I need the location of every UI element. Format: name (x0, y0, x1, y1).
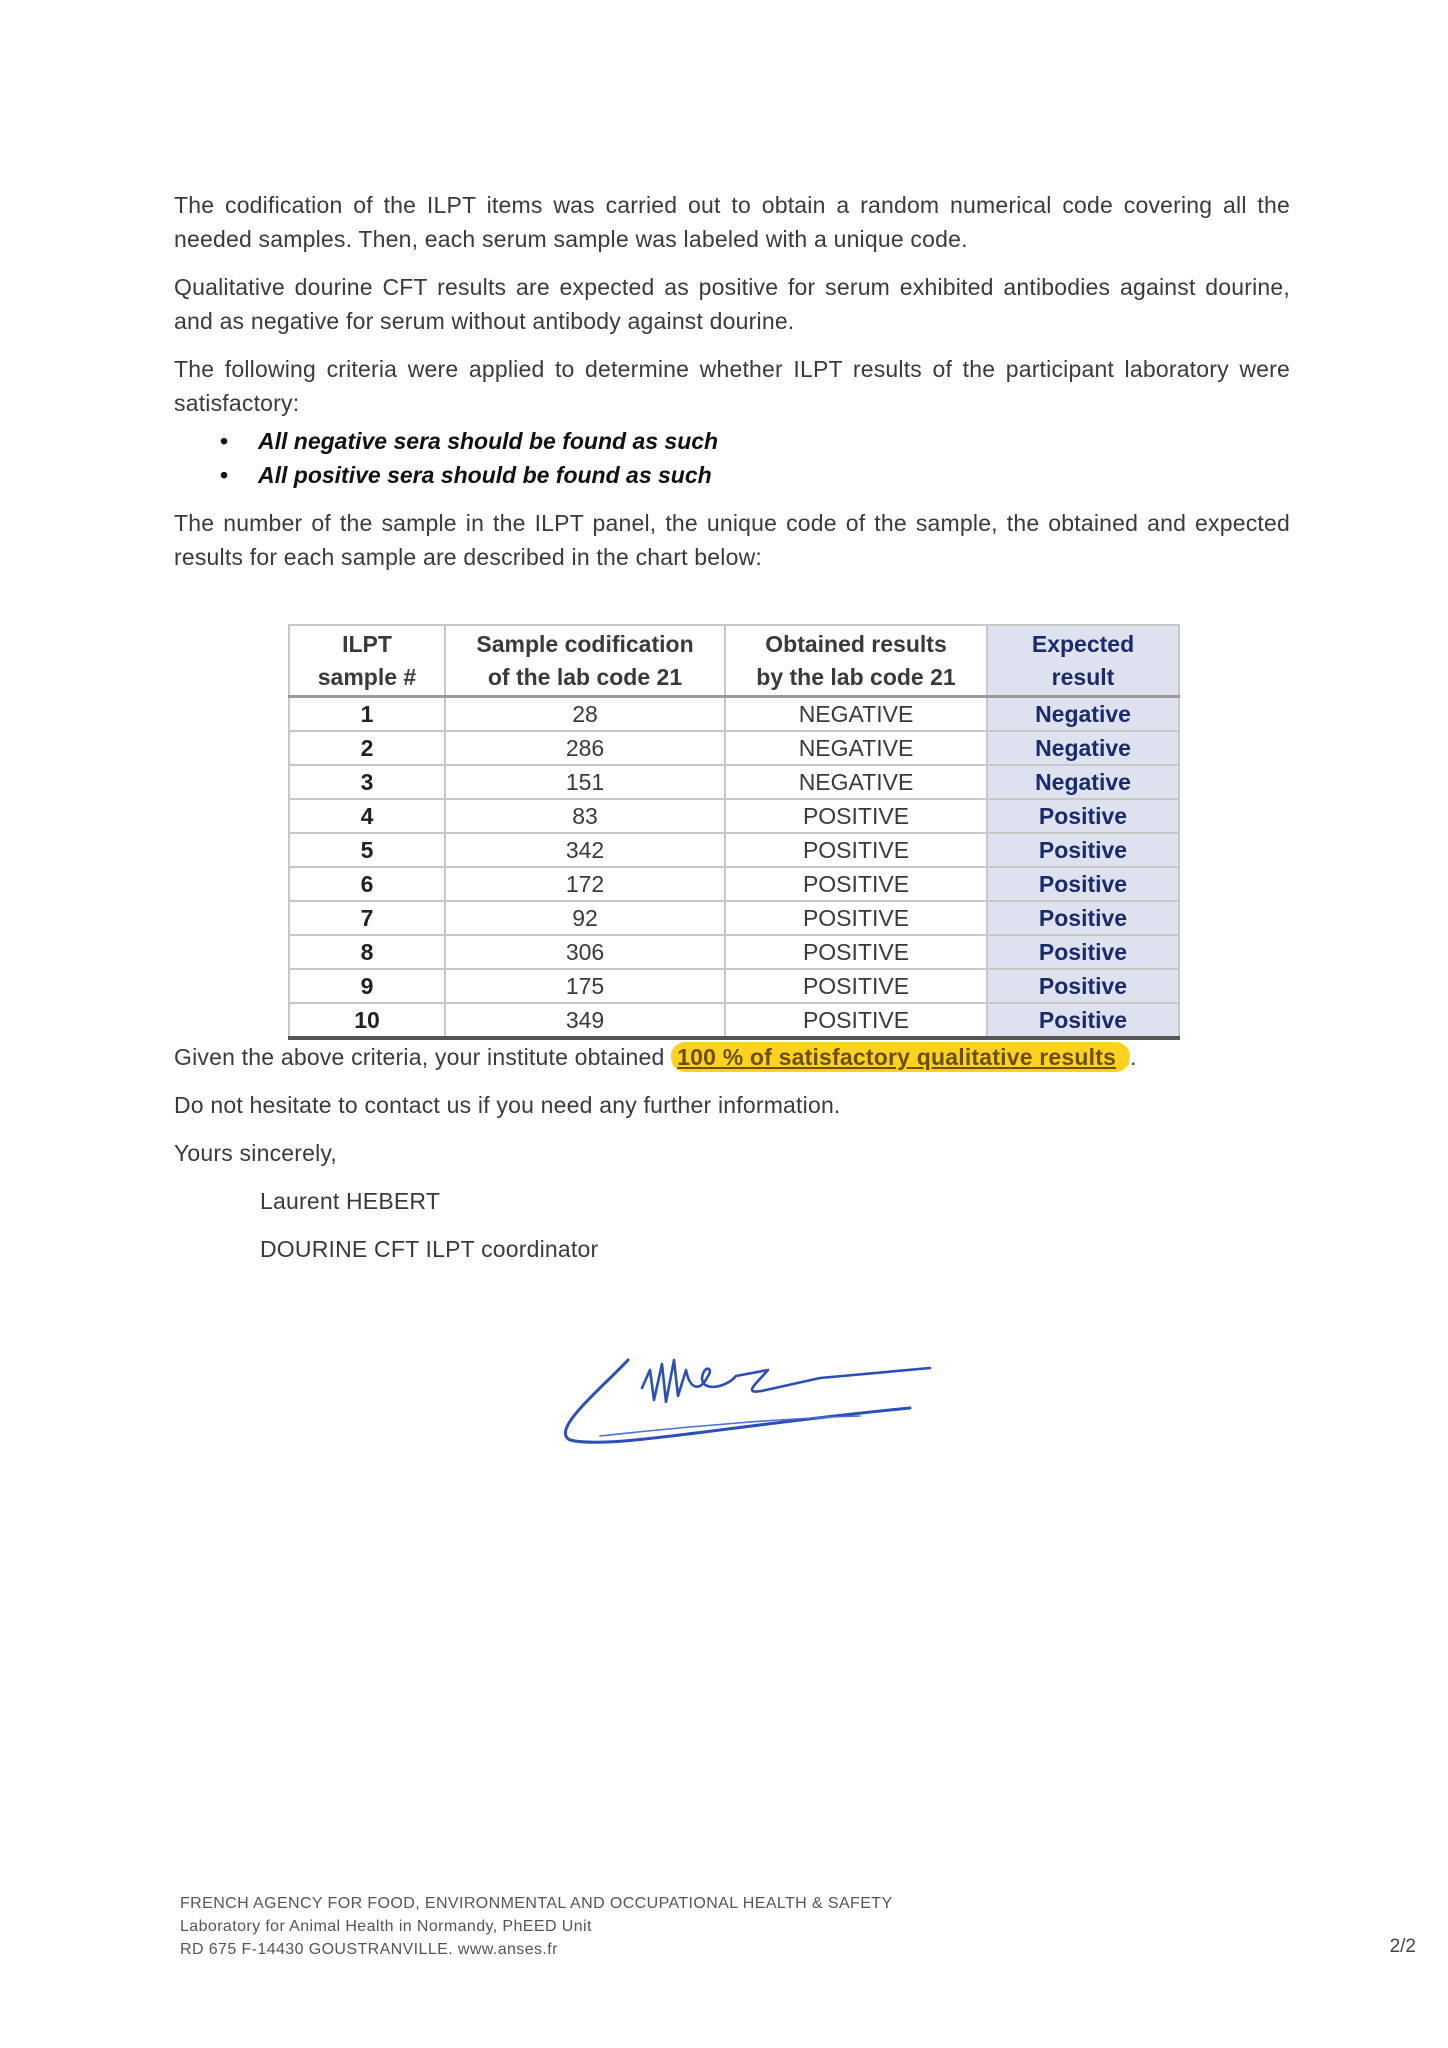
header-sample-codification: Sample codification of the lab code 21 (445, 625, 725, 697)
contact-paragraph: Do not hesitate to contact us if you need any further information. (174, 1092, 841, 1118)
footer-address: RD 675 F-14430 GOUSTRANVILLE. www.anses.fr (180, 1941, 558, 1958)
table-row: 2 286 NEGATIVE Negative (289, 731, 1179, 765)
table-row: 3 151 NEGATIVE Negative (289, 765, 1179, 799)
closing-salutation: Yours sincerely, (174, 1140, 337, 1166)
footer-laboratory: Laboratory for Animal Health in Normandy, PhEED Unit (180, 1918, 592, 1935)
table-row: 1 28 NEGATIVE Negative (289, 697, 1179, 732)
criteria-list (174, 424, 1290, 492)
page-number: 2/2 (1389, 1936, 1416, 1957)
bullet-icon: • (220, 428, 229, 454)
bullet-icon: • (220, 462, 229, 488)
table-row: 5 342 POSITIVE Positive (289, 833, 1179, 867)
table-row: 8 306 POSITIVE Positive (289, 935, 1179, 969)
header-expected-result: Expected result (987, 625, 1179, 697)
paragraph-codification: The codification of the ILPT items was carried out to obtain a random numerical code covering all the needed samples. Then, each serum sample was labeled with a unique code. (174, 192, 1290, 252)
header-obtained-results: Obtained results by the lab code 21 (725, 625, 987, 697)
paragraph-criteria-intro: The following criteria were applied to determine whether ILPT results of the participant laboratory were satisfactory: (174, 356, 1290, 416)
footer (180, 1892, 893, 1961)
signatory-name: Laurent HEBERT (260, 1188, 441, 1214)
handwritten-signature (530, 1330, 960, 1480)
letter-body (174, 188, 1290, 1280)
table-row: 9 175 POSITIVE Positive (289, 969, 1179, 1003)
table-header-row (289, 625, 1179, 697)
table-row: 7 92 POSITIVE Positive (289, 901, 1179, 935)
table-row: 6 172 POSITIVE Positive (289, 867, 1179, 901)
header-ilpt-sample: ILPT sample # (289, 625, 445, 697)
conclusion-paragraph: Given the above criteria, your institute obtained 100 % of satisfactory qualitative results . (174, 1044, 1137, 1070)
signatory-title: DOURINE CFT ILPT coordinator (260, 1236, 599, 1262)
signature-stroke (565, 1360, 910, 1442)
paragraph-expected-results: Qualitative dourine CFT results are expected as positive for serum exhibited antibodies against dourine, and as negative for serum without antibody against dourine. (174, 274, 1290, 334)
table-row: 10 349 POSITIVE Positive (289, 1003, 1179, 1038)
criteria-item: • All positive sera should be found as such (258, 458, 1290, 492)
signature-stroke (642, 1360, 930, 1402)
table-row: 4 83 POSITIVE Positive (289, 799, 1179, 833)
criteria-item: • All negative sera should be found as such (258, 424, 1290, 458)
results-table-container (288, 624, 1290, 1040)
highlighted-result: 100 % of satisfactory qualitative results (671, 1042, 1130, 1072)
footer-agency: FRENCH AGENCY FOR FOOD, ENVIRONMENTAL AND OCCUPATIONAL HEALTH & SAFETY (180, 1895, 893, 1912)
paragraph-table-intro: The number of the sample in the ILPT panel, the unique code of the sample, the obtained and expected results for each sample are described in the chart below: (174, 510, 1290, 570)
results-table (288, 624, 1180, 1040)
